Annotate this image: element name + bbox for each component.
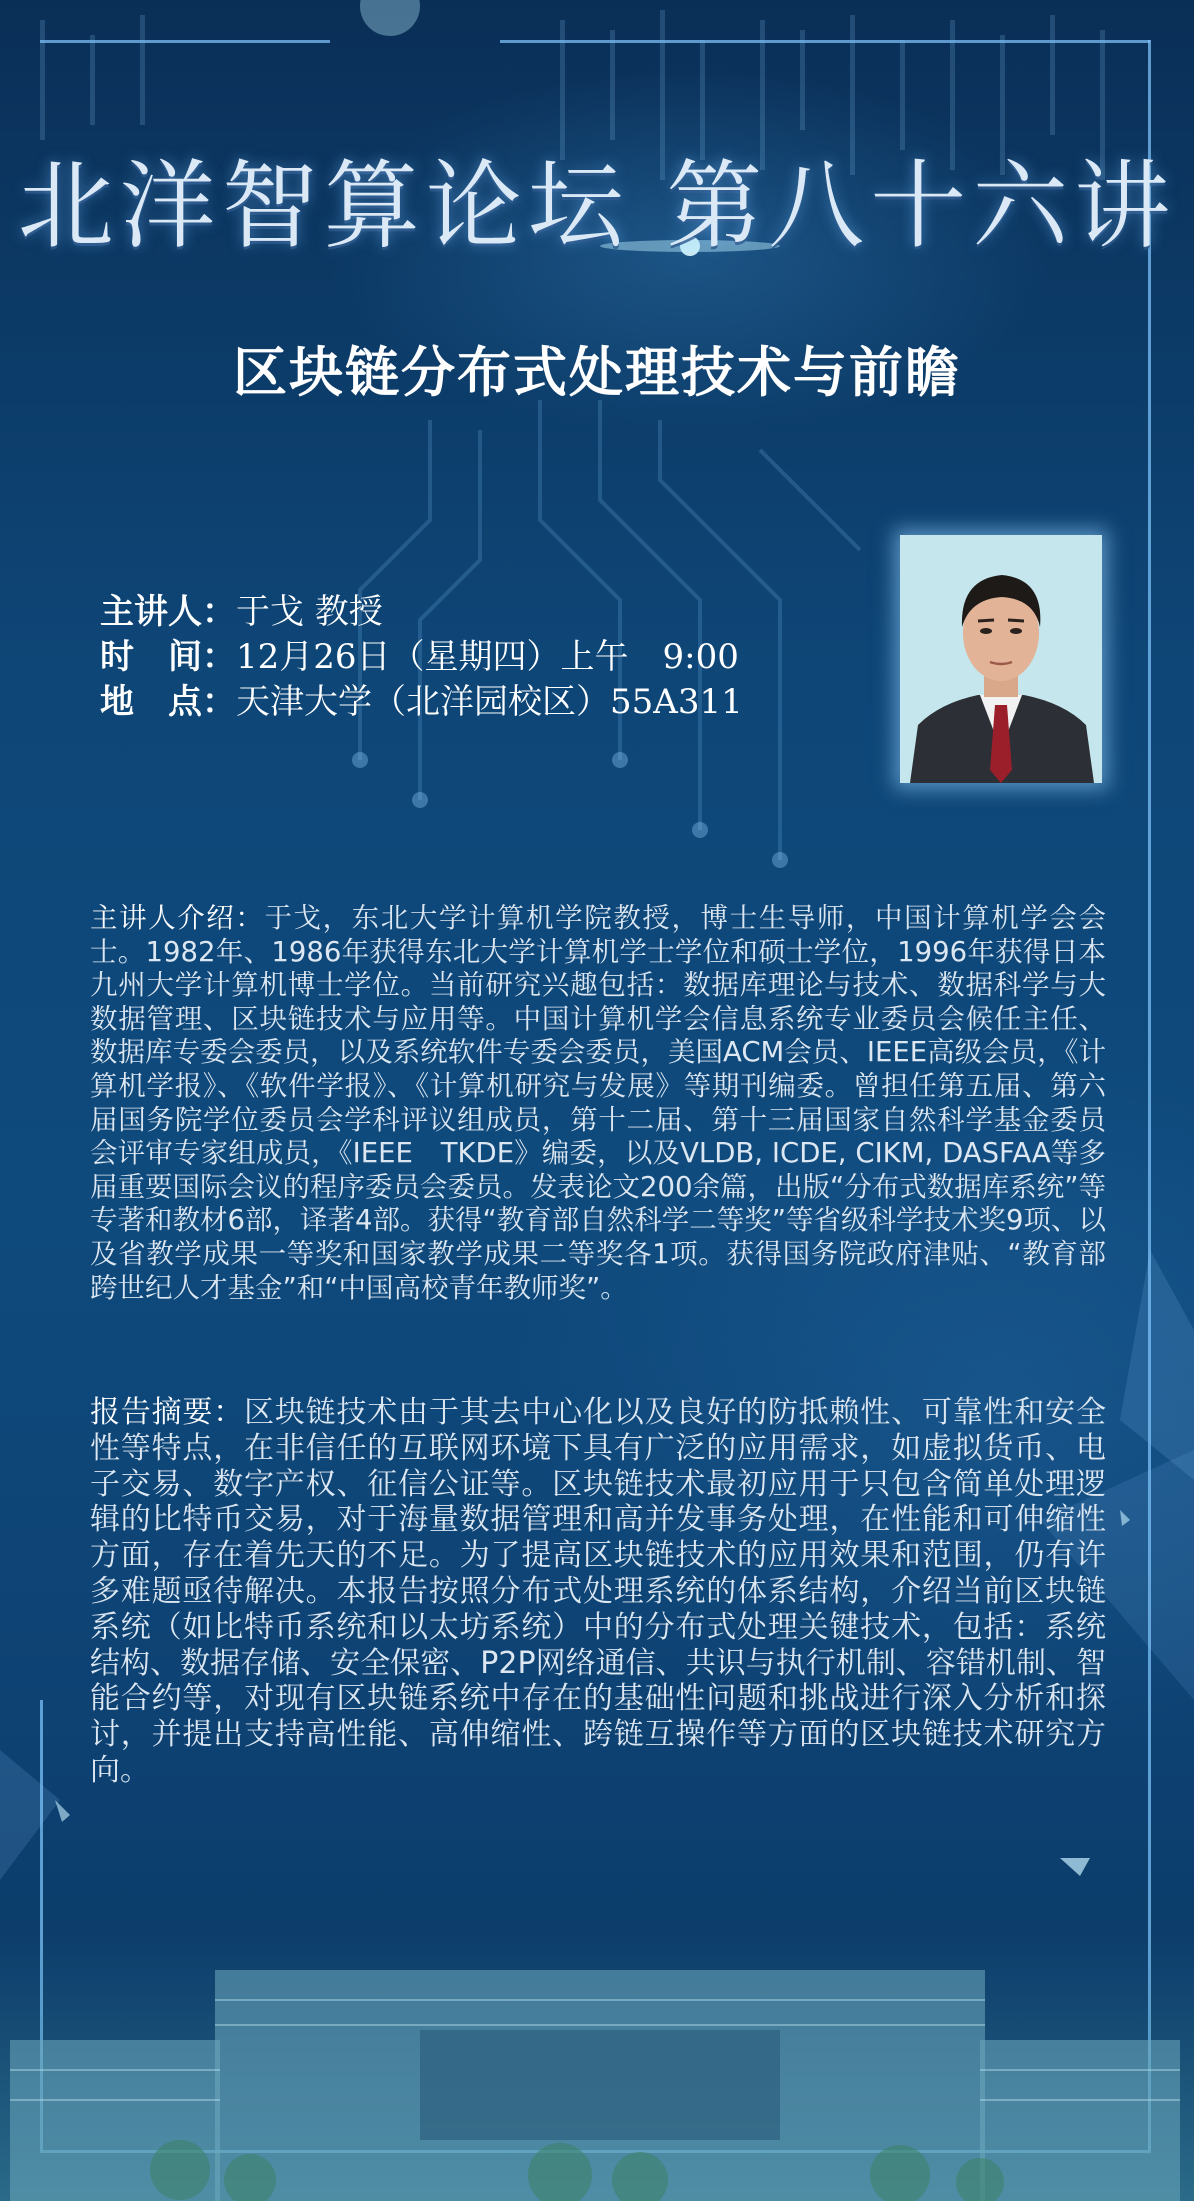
time-row	[100, 635, 880, 680]
campus-building-illustration	[0, 1930, 1194, 2201]
location-label: 地 点：	[100, 682, 236, 722]
location-value: 天津大学（北洋园校区）55A311	[236, 682, 743, 722]
bio-text: 于戈，东北大学计算机学院教授，博士生导师，中国计算机学会会士。1982年、1986年获得东北大学计算机学士学位和硕士学位，1996年获得日本九州大学计算机博士学位。当前研究兴趣包括：数据库理论与技术、数据科学与大数据管理、区块链技术与应用等。中国计算机学会信息系统专业委员会候任主任、数据库专委会委员，以及系统软件专委会委员，美国ACM会员、IEEE高级会员，《计算机学报》、《软件学报》、《计算机研究与发展》等期刊编委。曾担任第五届、第六届国务院学位委员会学科评议组成员，第十二届、第十三届国家自然科学基金委员会评审专家组成员，《IEEE TKDE》编委，以及VLDB, ICDE, CIKM, DASFAA等多届重要国际会议的程序委员会委员。发表论文200余篇，出版“分布式数据库系统”等专著和教材6部，译著4部。获得“教育部自然科学二等奖”等省级科学技术奖9项、以及省教学成果一等奖和国家教学成果二等奖各1项。获得国务院政府津贴、“教育部跨世纪人才基金”和“中国高校青年教师奖”。	[90, 902, 1107, 1304]
speaker-label: 主讲人：	[100, 592, 236, 632]
talk-title: 区块链分布式处理技术与前瞻	[233, 341, 961, 404]
bio-label: 主讲人介绍：	[90, 902, 265, 934]
frame-top-right-line	[500, 40, 1150, 43]
portrait-photo	[900, 535, 1102, 783]
speaker-value: 于戈 教授	[236, 592, 383, 632]
frame-top-line	[40, 40, 330, 43]
location-row	[100, 680, 880, 725]
speaker-bio	[90, 902, 1106, 1305]
forum-title: 北洋智算论坛 第八十六讲	[17, 150, 1177, 262]
speaker-row	[100, 590, 880, 635]
abstract-text: 区块链技术由于其去中心化以及良好的防抵赖性、可靠性和安全性等特点，在非信任的互联网环境下具有广泛的应用需求，如虚拟货币、电子交易、数字产权、征信公证等。区块链技术最初应用于只包含简单处理逻辑的比特币交易，对于海量数据管理和高并发事务处理，在性能和可伸缩性方面，存在着先天的不足。为了提高区块链技术的应用效果和范围，仍有许多难题亟待解决。本报告按照分布式处理系统的体系结构，介绍当前区块链系统（如比特币系统和以太坊系统）中的分布式处理关键技术，包括：系统结构、数据存储、安全保密、P2P网络通信、共识与执行机制、容错机制、智能合约等，对现有区块链系统中存在的基础性问题和挑战进行深入分析和探讨，并提出支持高性能、高伸缩性、跨链互操作等方面的区块链技术研究方向。	[90, 1395, 1106, 1788]
talk-abstract	[90, 1395, 1106, 1789]
talk-info	[100, 590, 880, 725]
abstract-label: 报告摘要：	[90, 1395, 245, 1430]
time-label: 时 间：	[100, 637, 236, 677]
time-value: 12月26日（星期四）上午 9:00	[236, 637, 739, 677]
